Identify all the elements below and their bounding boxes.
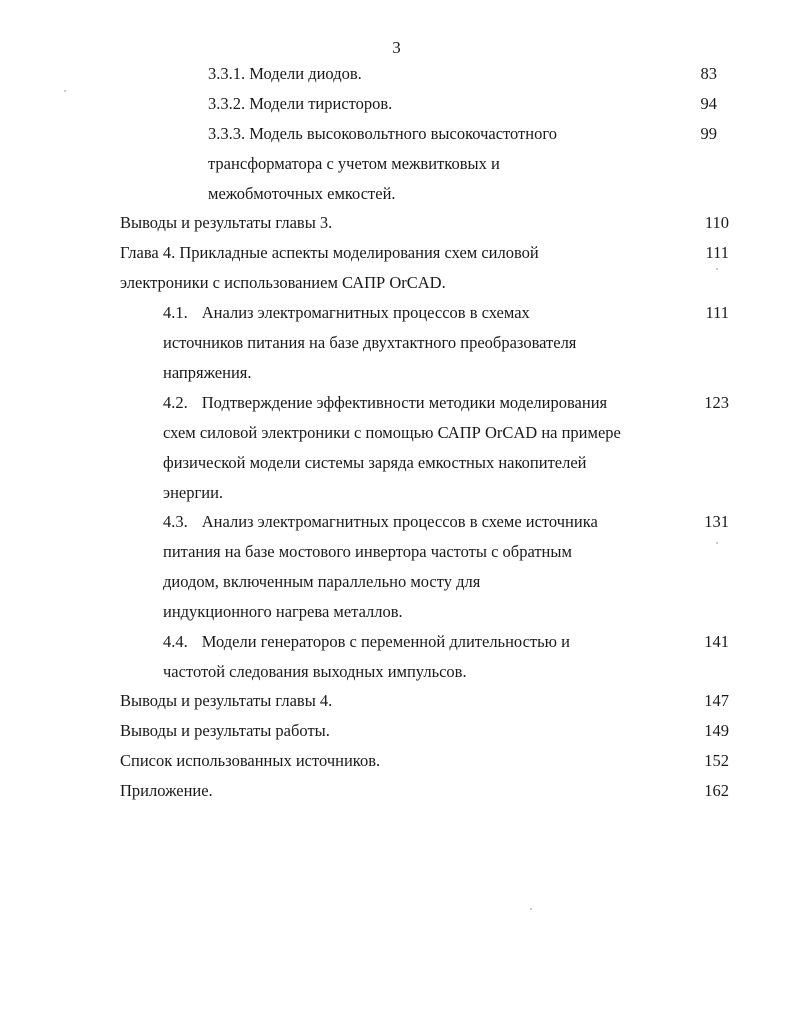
toc-entry-number: 4.1. <box>163 303 188 322</box>
scan-speck <box>716 542 718 544</box>
toc-entry-3-3-3 <box>208 124 557 144</box>
toc-page-number: 123 <box>704 393 729 412</box>
toc-page-number: 94 <box>700 94 717 113</box>
toc-entry-title-line: межобмоточных емкостей. <box>208 184 396 203</box>
toc-entry-4-3 <box>163 512 598 532</box>
toc-entry-title-line: источников питания на базе двухтактного преобразователя <box>163 333 577 352</box>
toc-entry-number: 4.2. <box>163 393 188 412</box>
toc-entry-chapter-3-results: Выводы и результаты главы 3. <box>120 213 333 232</box>
toc-page-number: 110 <box>704 213 729 232</box>
toc-page-number: 111 <box>705 243 729 262</box>
toc-entry-number: 3.3.2. <box>208 94 246 113</box>
toc-entry-title-line: питания на базе мостового инвертора частоты с обратным <box>163 542 572 561</box>
toc-page-number: 141 <box>704 632 729 651</box>
toc-entry-title-line: частотой следования выходных импульсов. <box>163 662 467 681</box>
toc-entry-4-4 <box>163 632 570 652</box>
scan-speck <box>716 268 718 270</box>
page-number: 3 <box>392 38 401 57</box>
toc-entry-title-line: электроники с использованием САПР OrCAD. <box>120 273 446 292</box>
toc-entry-number: 4.4. <box>163 632 188 651</box>
toc-entry-appendix: Приложение. <box>120 781 213 800</box>
toc-entry-title-line: индукционного нагрева металлов. <box>163 602 403 621</box>
toc-page-number: 162 <box>704 781 729 800</box>
toc-entry-4-2 <box>163 393 607 413</box>
toc-page-number: 99 <box>700 124 717 143</box>
toc-page-number: 111 <box>705 303 729 322</box>
toc-entry-title-line: Подтверждение эффективности методики моделирования <box>201 393 608 412</box>
toc-entry-title-line: физической модели системы заряда емкостных накопителей <box>163 453 587 472</box>
toc-page-number: 149 <box>704 721 729 740</box>
toc-entry-title-line: Модели генераторов с переменной длительностью и <box>201 632 570 651</box>
toc-entry-title: Модели диодов. <box>249 64 362 83</box>
toc-entry-chapter-4: Глава 4. Прикладные аспекты моделирования схем силовой <box>120 243 539 262</box>
toc-entry-title-line: Анализ электромагнитных процессов в схеме источника <box>201 512 598 531</box>
toc-entry-title-line: Модель высоковольтного высокочастотного <box>249 124 557 143</box>
scan-speck <box>64 90 66 92</box>
toc-entry-title: Модели тиристоров. <box>249 94 393 113</box>
toc-entry-title-line: напряжения. <box>163 363 252 382</box>
toc-entry-work-results: Выводы и результаты работы. <box>120 721 330 740</box>
toc-entry-4-1 <box>163 303 530 323</box>
toc-page-number: 152 <box>704 751 729 770</box>
toc-entry-title-line: схем силовой электроники с помощью САПР OrCAD на примере <box>163 423 621 442</box>
toc-entry-3-3-2 <box>208 94 392 114</box>
toc-entry-number: 3.3.3. <box>208 124 246 143</box>
toc-entry-number: 4.3. <box>163 512 188 531</box>
toc-entry-chapter-4-results: Выводы и результаты главы 4. <box>120 691 333 710</box>
toc-page-number: 147 <box>704 691 729 710</box>
toc-entry-number: 3.3.1. <box>208 64 246 83</box>
toc-entry-3-3-1 <box>208 64 362 84</box>
toc-entry-references: Список использованных источников. <box>120 751 381 770</box>
toc-entry-title-line: энергии. <box>163 483 224 502</box>
toc-entry-title-line: трансформатора с учетом межвитковых и <box>208 154 500 173</box>
toc-page-number: 83 <box>700 64 717 83</box>
toc-entry-title-line: Анализ электромагнитных процессов в схемах <box>201 303 530 322</box>
scan-speck <box>530 908 532 910</box>
toc-page-number: 131 <box>704 512 729 531</box>
toc-entry-title-line: диодом, включенным параллельно мосту для <box>163 572 481 591</box>
